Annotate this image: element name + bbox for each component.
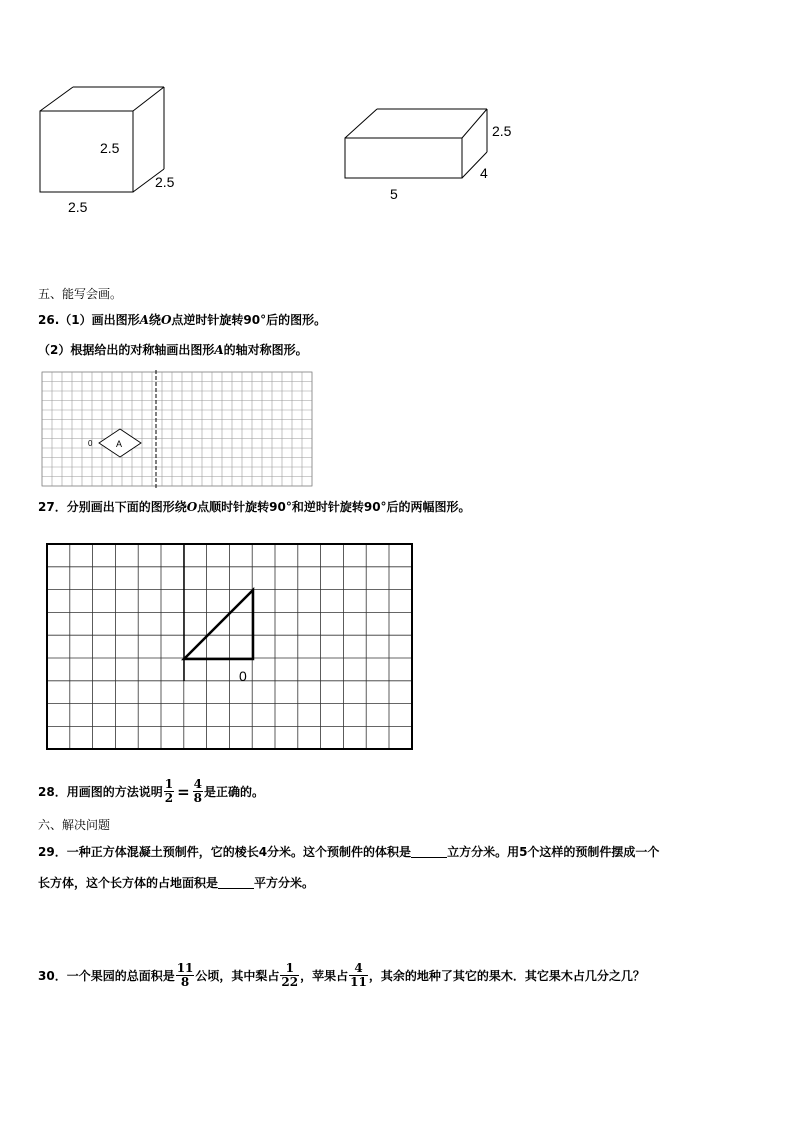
q30-text-c: ，苹果占	[300, 968, 349, 983]
q30-fraction-1	[176, 962, 195, 989]
q27-triangle	[184, 590, 253, 659]
q28-frac2-num: 4	[193, 777, 202, 791]
q27-point-label: 0	[239, 668, 247, 684]
q27-text	[38, 500, 471, 514]
section-5-heading: 五、能写会画。	[38, 287, 123, 301]
cuboid-depth-label: 4	[480, 165, 488, 181]
q29-line2-text-b: 平方分米。	[254, 876, 315, 890]
q26-line1	[38, 313, 326, 327]
q30-frac1-den: 8	[180, 975, 190, 989]
q30-frac3-num: 4	[349, 962, 368, 976]
cuboid-figure	[335, 100, 535, 210]
q28-text-a: 28．用画图的方法说明	[38, 784, 163, 799]
q30-text-b: 公顷，其中梨占	[195, 968, 280, 983]
q26-line2-text-a: （2）根据给出的对称轴画出图形	[38, 343, 215, 357]
q28-frac1-den: 2	[164, 791, 174, 805]
cube-front-label: 2.5	[100, 140, 120, 156]
q27-text-a: 27．分别画出下面的图形绕	[38, 500, 187, 514]
q26-line1-shape-a: A	[139, 313, 149, 327]
q30-text	[38, 962, 645, 989]
q29-blank-volume[interactable]	[411, 846, 447, 858]
q26-line1-text-c: 点逆时针旋转90°后的图形。	[171, 313, 327, 327]
q26-grid	[40, 370, 315, 490]
q26-line1-text-a: 26.（1）画出图形	[38, 313, 140, 327]
q29-line1-text-a: 29．一种正方体混凝土预制件，它的棱长4分米。这个预制件的体积是	[38, 845, 412, 859]
q26-line1-text-b: 绕	[148, 313, 161, 327]
q27-grid	[44, 541, 416, 753]
q28-fraction-1	[164, 778, 174, 805]
cuboid-height-label: 2.5	[492, 123, 512, 139]
q30-text-d: ，其余的地种了其它的果木．其它果木占几分之几？	[368, 968, 645, 983]
q28-text-b: 是正确的。	[204, 784, 265, 799]
q30-text-a: 30．一个果园的总面积是	[38, 968, 175, 983]
q30-frac1-num: 11	[176, 961, 194, 975]
section-6-heading: 六、解决问题	[38, 818, 111, 832]
q28-frac1-num: 1	[164, 777, 174, 791]
q28-equals: =	[177, 782, 190, 801]
q29-line2	[38, 876, 314, 890]
cuboid-length-label: 5	[390, 186, 398, 202]
q26-shape-label: A	[116, 439, 123, 449]
q26-line2	[38, 343, 308, 357]
cube-depth-label: 2.5	[155, 174, 175, 190]
q28-frac2-den: 8	[193, 791, 202, 805]
q27-point-o: O	[186, 500, 198, 514]
q29-blank-area[interactable]	[218, 877, 254, 889]
cube-figure	[30, 80, 200, 220]
q26-point-label: 0	[88, 439, 93, 448]
q30-frac2-den: 22	[281, 975, 299, 989]
q26-line2-text-b: 的轴对称图形。	[223, 343, 308, 357]
q29-line1-text-b: 立方分米。用5个这样的预制件摆成一个	[447, 845, 660, 859]
q28-fraction-2	[193, 778, 203, 805]
q30-frac2-num: 1	[280, 962, 299, 976]
q30-frac3-den: 11	[350, 975, 367, 989]
cube-bottom-label: 2.5	[68, 199, 88, 215]
q26-line2-shape-a: A	[214, 343, 224, 357]
q30-fraction-2	[280, 962, 299, 989]
q27-text-b: 点顺时针旋转90°和逆时针旋转90°后的两幅图形。	[197, 500, 471, 514]
q26-line1-point-o: O	[160, 313, 172, 327]
q28-text	[38, 778, 264, 805]
q30-fraction-3	[349, 962, 368, 989]
q29-line2-text-a: 长方体，这个长方体的占地面积是	[38, 876, 219, 890]
q29-line1	[38, 845, 659, 859]
